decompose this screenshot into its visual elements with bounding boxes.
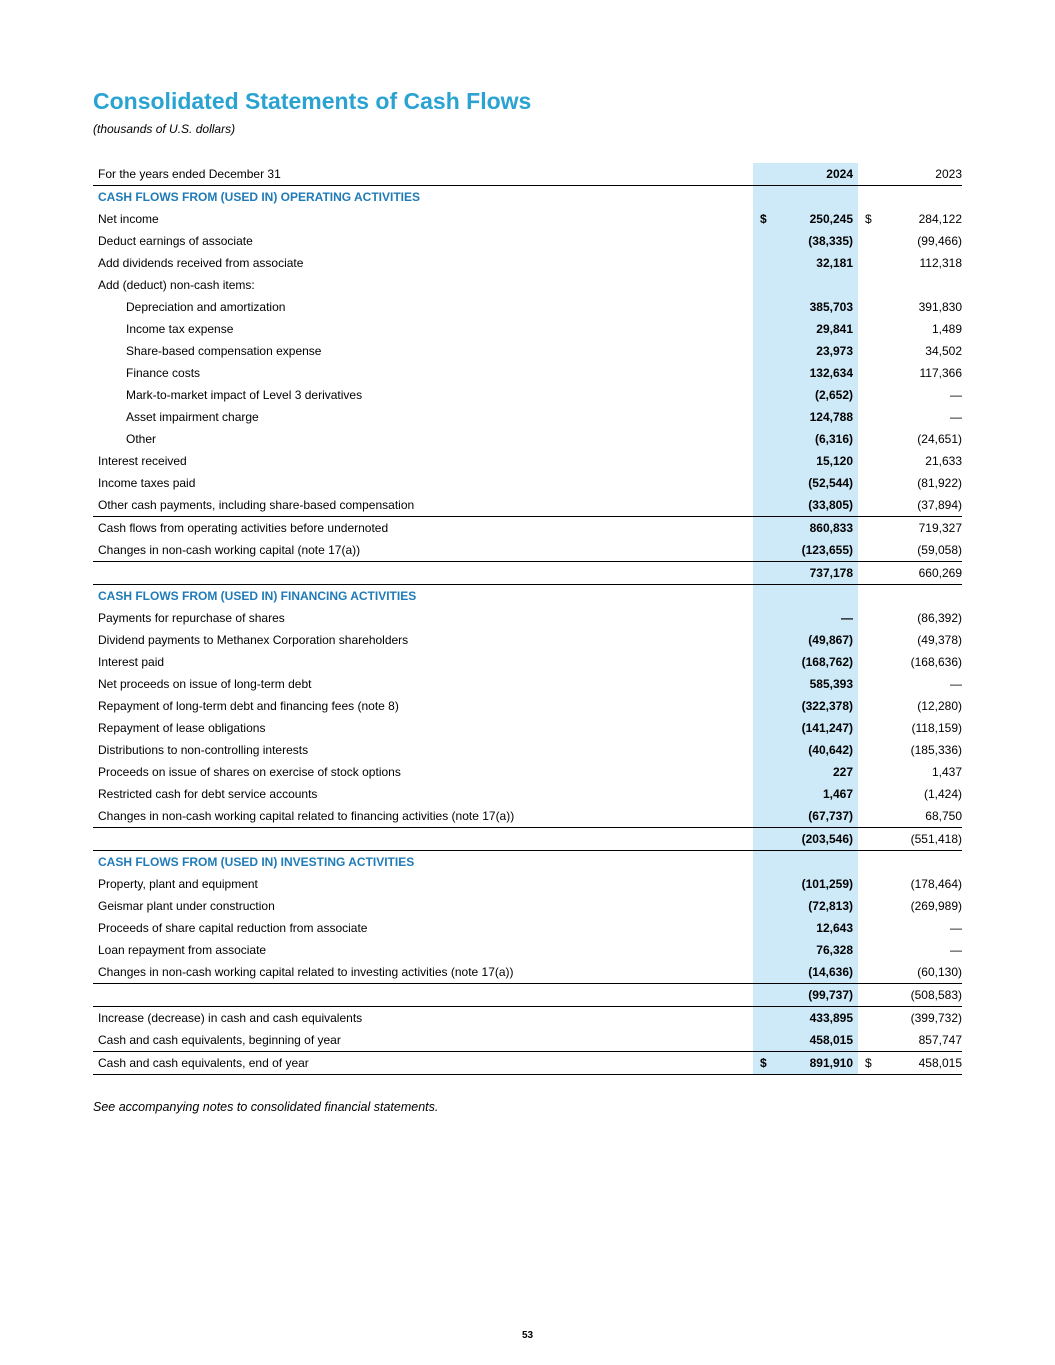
cell-2023 xyxy=(858,494,962,516)
row-label: Cash and cash equivalents, beginning of year xyxy=(98,1033,341,1047)
section-header-row xyxy=(93,585,962,607)
cell-2023 xyxy=(858,252,962,274)
cell-2024 xyxy=(753,539,858,561)
cell-2023 xyxy=(858,1052,962,1074)
value-2023: (551,418) xyxy=(910,832,962,846)
cell-2024 xyxy=(753,472,858,494)
cell-2023 xyxy=(858,208,962,230)
row-label: Other xyxy=(126,432,157,446)
section-title: CASH FLOWS FROM (USED IN) OPERATING ACTIVITIES xyxy=(98,190,420,204)
value-2023: 660,269 xyxy=(918,566,962,580)
page-number: 53 xyxy=(521,1330,534,1341)
cell-2024 xyxy=(753,428,858,450)
value-2024: 1,467 xyxy=(822,787,853,801)
cell-2023 xyxy=(858,828,962,850)
value-2024: 227 xyxy=(832,765,853,779)
statement-row xyxy=(93,917,962,939)
statement-row xyxy=(93,406,962,428)
cell-2023 xyxy=(858,695,962,717)
value-2023: (185,336) xyxy=(910,743,962,757)
row-label: Cash and cash equivalents, end of year xyxy=(98,1056,309,1070)
row-label: Property, plant and equipment xyxy=(98,877,258,891)
statement-row xyxy=(93,561,962,585)
value-2023: (37,894) xyxy=(917,498,962,512)
cell-2024 xyxy=(753,252,858,274)
cell-2024 xyxy=(753,274,858,296)
cell-2024 xyxy=(753,517,858,539)
statement-row xyxy=(93,629,962,651)
cell-2024 xyxy=(753,695,858,717)
dollar-sign-2023: $ xyxy=(865,212,872,226)
statement-row xyxy=(93,274,962,296)
table-body xyxy=(93,186,962,1075)
row-label: Net proceeds on issue of long-term debt xyxy=(98,677,312,691)
value-2023: — xyxy=(950,388,962,402)
page-title: Consolidated Statements of Cash Flows xyxy=(93,88,532,114)
cell-2023 xyxy=(858,562,962,584)
cell-2023 xyxy=(858,296,962,318)
value-2023: 117,366 xyxy=(919,366,962,380)
value-2023: — xyxy=(950,943,962,957)
row-label: Finance costs xyxy=(126,366,201,380)
statement-row xyxy=(93,895,962,917)
cell-2024 xyxy=(753,450,858,472)
value-2024: (203,546) xyxy=(801,832,853,846)
row-label: Asset impairment charge xyxy=(126,410,259,424)
cell-2024 xyxy=(753,805,858,827)
value-2024: 132,634 xyxy=(809,366,853,380)
table-header-cell-2024 xyxy=(753,163,858,185)
value-2024: 458,015 xyxy=(809,1033,853,1047)
row-label xyxy=(93,562,753,584)
value-2024: 585,393 xyxy=(809,677,853,691)
cell-2023 xyxy=(858,517,962,539)
cell-2023 xyxy=(858,318,962,340)
value-2024: (123,655) xyxy=(801,543,853,557)
row-label: Distributions to non-controlling interests xyxy=(98,743,309,757)
section-header-row xyxy=(93,851,962,873)
value-2023: (86,392) xyxy=(917,611,962,625)
value-2024: 860,833 xyxy=(809,521,853,535)
cell-2023 xyxy=(858,984,962,1006)
cell-2023 xyxy=(858,1007,962,1029)
statement-row xyxy=(93,651,962,673)
statement-row xyxy=(93,340,962,362)
cell-2024 xyxy=(753,961,858,983)
statement-row xyxy=(93,673,962,695)
value-2023: (59,058) xyxy=(917,543,962,557)
cell-2024 xyxy=(753,1007,858,1029)
value-2023: (12,280) xyxy=(917,699,962,713)
cell-2023 xyxy=(858,428,962,450)
value-2023: — xyxy=(950,677,962,691)
row-label: Cash flows from operating activities before undernoted xyxy=(98,521,389,535)
value-2023: (269,989) xyxy=(910,899,962,913)
cell-2024 xyxy=(753,984,858,1006)
value-2024: (14,636) xyxy=(808,965,853,979)
statement-row xyxy=(93,739,962,761)
statement-row xyxy=(93,428,962,450)
cell-2024 xyxy=(753,673,858,695)
cell-2024 xyxy=(753,717,858,739)
cell-2024 xyxy=(753,384,858,406)
statement-row xyxy=(93,539,962,561)
cell-2024 xyxy=(753,1029,858,1051)
value-2024: 250,245 xyxy=(809,212,853,226)
value-2024: 12,643 xyxy=(816,921,853,935)
cell-2024 xyxy=(753,1052,858,1074)
cell-2023 xyxy=(858,340,962,362)
value-2023: (178,464) xyxy=(910,877,962,891)
cell-2023 xyxy=(858,917,962,939)
value-2023: (99,466) xyxy=(917,234,962,248)
cell-2024 xyxy=(753,494,858,516)
value-2023: (24,651) xyxy=(917,432,962,446)
cell-2024 xyxy=(753,562,858,584)
statement-row xyxy=(93,873,962,895)
row-label xyxy=(93,984,753,1006)
value-2024: — xyxy=(841,611,853,625)
cell-2024 xyxy=(753,230,858,252)
value-2023: — xyxy=(950,410,962,424)
cell-2024 xyxy=(753,607,858,629)
cell-2023 xyxy=(858,384,962,406)
value-2024: 15,120 xyxy=(816,454,853,468)
statement-row xyxy=(93,939,962,961)
value-2024: 737,178 xyxy=(809,566,853,580)
statement-row xyxy=(93,827,962,851)
row-label: Proceeds on issue of shares on exercise of stock options xyxy=(98,765,401,779)
cell-2023 xyxy=(858,851,962,873)
cell-2024 xyxy=(753,895,858,917)
cell-2023 xyxy=(858,472,962,494)
row-label: Deduct earnings of associate xyxy=(98,234,253,248)
statement-row xyxy=(93,1029,962,1051)
value-2023: (168,636) xyxy=(910,655,962,669)
cell-2023 xyxy=(858,873,962,895)
cell-2023 xyxy=(858,939,962,961)
section-title: CASH FLOWS FROM (USED IN) INVESTING ACTIVITIES xyxy=(98,855,415,869)
cell-2023 xyxy=(858,717,962,739)
row-label: Depreciation and amortization xyxy=(126,300,286,314)
row-label: Income taxes paid xyxy=(98,476,196,490)
cell-2024 xyxy=(753,828,858,850)
table-header-label: For the years ended December 31 xyxy=(98,167,281,181)
value-2024: (141,247) xyxy=(801,721,853,735)
statement-row xyxy=(93,230,962,252)
cell-2024 xyxy=(753,783,858,805)
value-2023: 1,489 xyxy=(931,322,962,336)
statement-row xyxy=(93,961,962,983)
cell-2024 xyxy=(753,340,858,362)
value-2023: (1,424) xyxy=(923,787,962,801)
cell-2023 xyxy=(858,629,962,651)
value-2024: (52,544) xyxy=(808,476,853,490)
cell-2023 xyxy=(858,739,962,761)
value-2023: 1,437 xyxy=(931,765,962,779)
cell-2023 xyxy=(858,895,962,917)
cell-2024 xyxy=(753,186,858,208)
cell-2024 xyxy=(753,873,858,895)
cash-flow-statement-table xyxy=(93,163,962,1075)
value-2023: (60,130) xyxy=(917,965,962,979)
cell-2024 xyxy=(753,851,858,873)
statement-row xyxy=(93,607,962,629)
cell-2024 xyxy=(753,296,858,318)
statement-row xyxy=(93,318,962,340)
row-label: Loan repayment from associate xyxy=(98,943,267,957)
row-label: Changes in non-cash working capital (note 17(a)) xyxy=(98,543,361,557)
cell-2023 xyxy=(858,1029,962,1051)
value-2024: (33,805) xyxy=(808,498,853,512)
row-label: Income tax expense xyxy=(126,322,234,336)
cell-2023 xyxy=(858,362,962,384)
row-label: Payments for repurchase of shares xyxy=(98,611,285,625)
cell-2024 xyxy=(753,362,858,384)
cell-2023 xyxy=(858,274,962,296)
cell-2023 xyxy=(858,450,962,472)
table-header-row xyxy=(93,163,962,186)
value-2024: (322,378) xyxy=(801,699,853,713)
cell-2023 xyxy=(858,673,962,695)
statement-row xyxy=(93,695,962,717)
statement-row xyxy=(93,805,962,827)
value-2023: (49,378) xyxy=(917,633,962,647)
dollar-sign-2024: $ xyxy=(760,1056,767,1070)
cell-2024 xyxy=(753,917,858,939)
value-2024: (99,737) xyxy=(808,988,853,1002)
value-2023: 857,747 xyxy=(918,1033,962,1047)
year-2024-label: 2024 xyxy=(826,167,853,181)
value-2023: (81,922) xyxy=(917,476,962,490)
cell-2024 xyxy=(753,629,858,651)
section-title: CASH FLOWS FROM (USED IN) FINANCING ACTIVITIES xyxy=(98,589,417,603)
row-label: Add dividends received from associate xyxy=(98,256,304,270)
statement-row xyxy=(93,472,962,494)
row-label: Changes in non-cash working capital related to financing activities (note 17(a)) xyxy=(98,809,515,823)
value-2024: 32,181 xyxy=(816,256,853,270)
row-label: Share-based compensation expense xyxy=(126,344,322,358)
value-2024: 891,910 xyxy=(809,1056,853,1070)
value-2024: 124,788 xyxy=(809,410,853,424)
statement-row xyxy=(93,1051,962,1075)
row-label: Repayment of lease obligations xyxy=(98,721,266,735)
statement-row xyxy=(93,516,962,539)
cell-2024 xyxy=(753,739,858,761)
statement-row xyxy=(93,494,962,516)
statement-row xyxy=(93,783,962,805)
row-label: Other cash payments, including share-based compensation xyxy=(98,498,415,512)
value-2024: 23,973 xyxy=(816,344,853,358)
value-2023: 68,750 xyxy=(925,809,962,823)
value-2024: (67,737) xyxy=(808,809,853,823)
value-2024: (38,335) xyxy=(808,234,853,248)
value-2024: (101,259) xyxy=(801,877,853,891)
row-label: Add (deduct) non-cash items: xyxy=(98,278,255,292)
value-2024: (6,316) xyxy=(814,432,853,446)
value-2023: 458,015 xyxy=(918,1056,962,1070)
cell-2023 xyxy=(858,761,962,783)
value-2023: 34,502 xyxy=(925,344,962,358)
statement-row xyxy=(93,384,962,406)
value-2023: 719,327 xyxy=(918,521,962,535)
footnote: See accompanying notes to consolidated financial statements. xyxy=(93,1100,439,1114)
page-subtitle: (thousands of U.S. dollars) xyxy=(93,122,236,136)
value-2023: (118,159) xyxy=(911,721,962,735)
statement-row xyxy=(93,761,962,783)
year-2023-label: 2023 xyxy=(935,167,962,181)
value-2024: (168,762) xyxy=(801,655,853,669)
row-label: Interest paid xyxy=(98,655,165,669)
dollar-sign-2023: $ xyxy=(865,1056,872,1070)
value-2024: (72,813) xyxy=(808,899,853,913)
statement-row xyxy=(93,296,962,318)
value-2024: (40,642) xyxy=(808,743,853,757)
cell-2023 xyxy=(858,607,962,629)
row-label: Dividend payments to Methanex Corporation shareholders xyxy=(98,633,409,647)
cell-2023 xyxy=(858,961,962,983)
row-label: Geismar plant under construction xyxy=(98,899,275,913)
cell-2024 xyxy=(753,761,858,783)
dollar-sign-2024: $ xyxy=(760,212,767,226)
value-2024: (2,652) xyxy=(814,388,853,402)
statement-row xyxy=(93,252,962,274)
table-header-cell-2023 xyxy=(858,163,962,185)
cell-2024 xyxy=(753,651,858,673)
cell-2024 xyxy=(753,939,858,961)
value-2024: (49,867) xyxy=(808,633,853,647)
value-2023: 21,633 xyxy=(925,454,962,468)
statement-row xyxy=(93,1007,962,1029)
value-2023: — xyxy=(950,921,962,935)
cell-2024 xyxy=(753,318,858,340)
value-2024: 76,328 xyxy=(816,943,853,957)
cell-2023 xyxy=(858,805,962,827)
row-label xyxy=(93,828,753,850)
statement-row xyxy=(93,362,962,384)
value-2024: 29,841 xyxy=(816,322,853,336)
row-label: Net income xyxy=(98,212,159,226)
row-label: Interest received xyxy=(98,454,187,468)
cell-2023 xyxy=(858,783,962,805)
value-2023: 284,122 xyxy=(918,212,962,226)
section-header-row xyxy=(93,186,962,208)
statement-row xyxy=(93,450,962,472)
row-label: Changes in non-cash working capital related to investing activities (note 17(a)) xyxy=(98,965,514,979)
statement-row xyxy=(93,717,962,739)
cell-2023 xyxy=(858,186,962,208)
value-2023: (399,732) xyxy=(910,1011,962,1025)
cell-2024 xyxy=(753,208,858,230)
cell-2023 xyxy=(858,406,962,428)
row-label: Repayment of long-term debt and financing fees (note 8) xyxy=(98,699,399,713)
value-2024: 385,703 xyxy=(809,300,853,314)
statement-row xyxy=(93,983,962,1007)
cell-2023 xyxy=(858,651,962,673)
row-label: Mark-to-market impact of Level 3 derivatives xyxy=(126,388,363,402)
row-label: Proceeds of share capital reduction from associate xyxy=(98,921,368,935)
cell-2024 xyxy=(753,585,858,607)
cell-2023 xyxy=(858,585,962,607)
statement-row xyxy=(93,208,962,230)
value-2023: 112,318 xyxy=(919,256,962,270)
value-2023: (508,583) xyxy=(910,988,962,1002)
value-2024: 433,895 xyxy=(809,1011,853,1025)
cell-2024 xyxy=(753,406,858,428)
row-label: Increase (decrease) in cash and cash equivalents xyxy=(98,1011,363,1025)
row-label: Restricted cash for debt service accounts xyxy=(98,787,318,801)
value-2023: 391,830 xyxy=(918,300,962,314)
cell-2023 xyxy=(858,539,962,561)
cell-2023 xyxy=(858,230,962,252)
